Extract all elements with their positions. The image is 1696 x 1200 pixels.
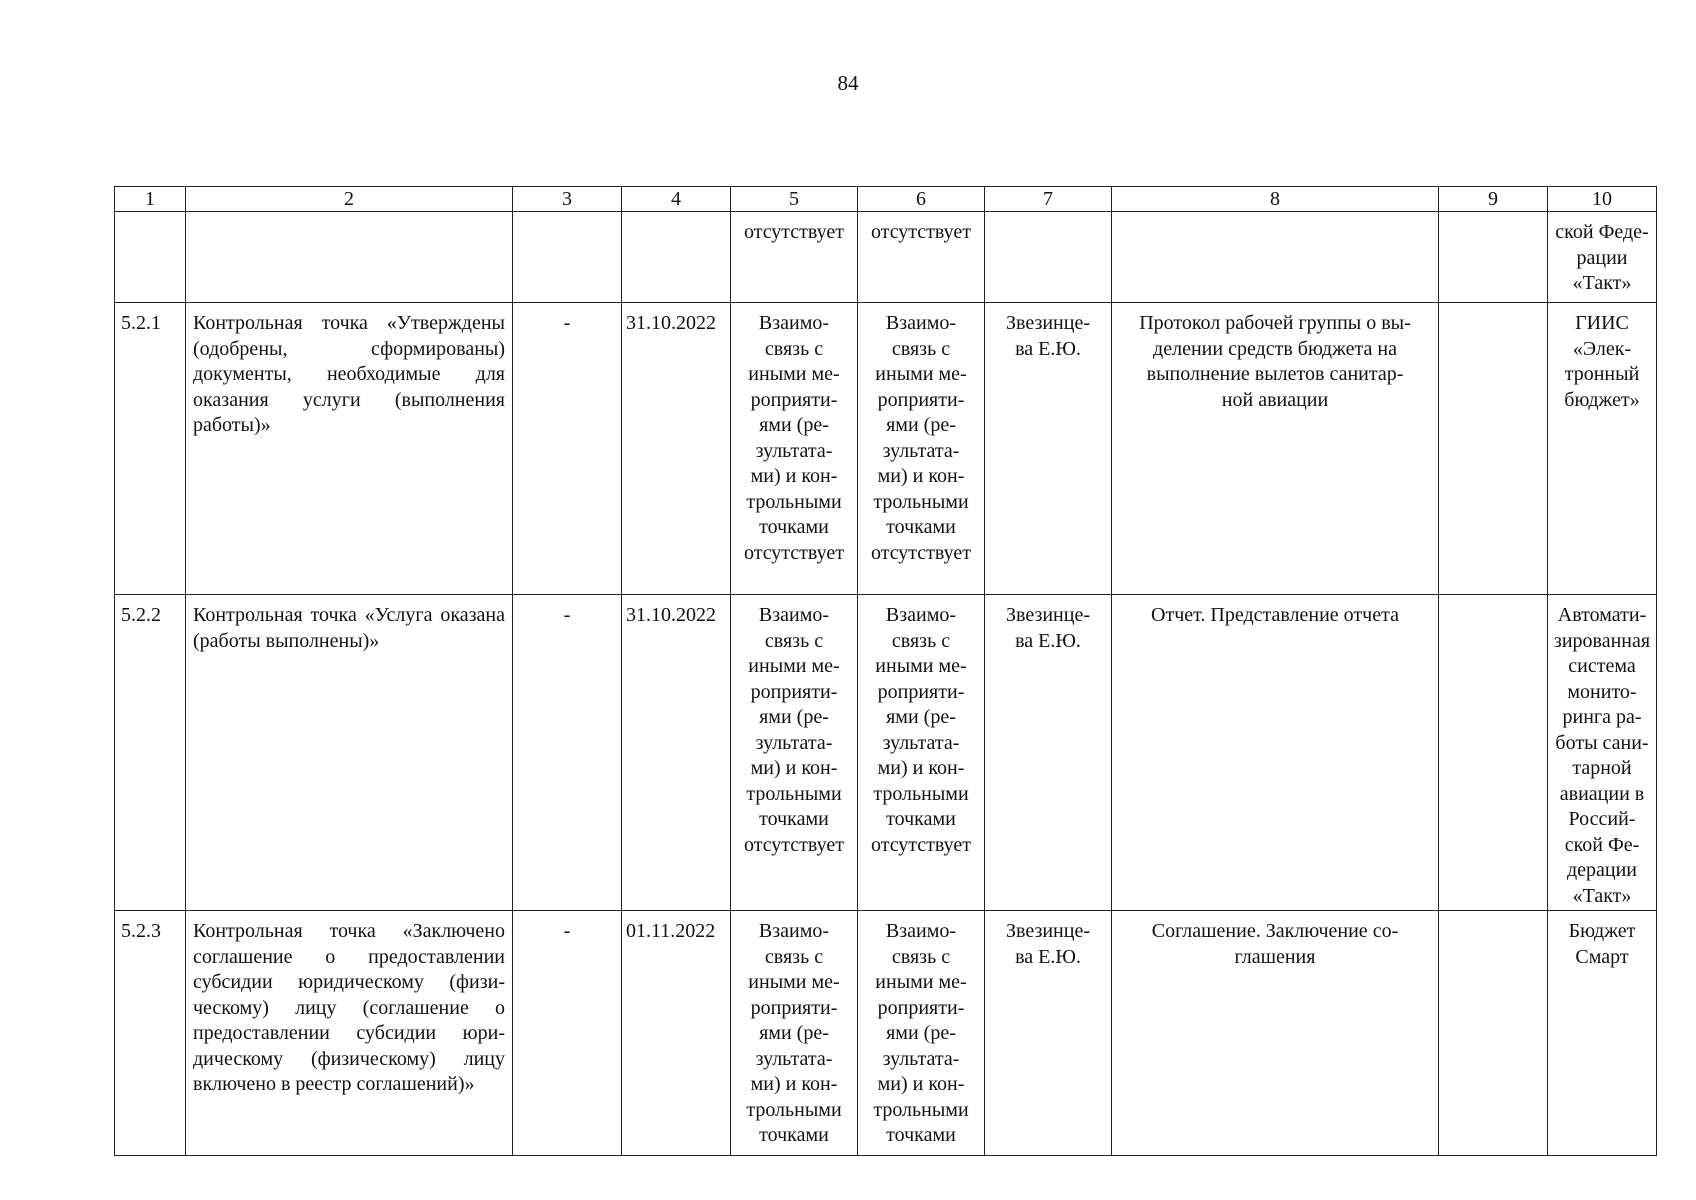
predecessor-cell: - [513, 595, 622, 911]
document-text: Протокол рабочей группы о вы- делении средств бюджета на выполнение вылетов санитар- ной авиации [1139, 312, 1411, 411]
system-text: ской Феде- рации «Такт» [1555, 221, 1649, 294]
header-col-2: 2 [186, 187, 513, 212]
header-col-10: 10 [1548, 187, 1657, 212]
system-cell [1548, 212, 1657, 303]
cell-empty [1439, 212, 1548, 303]
header-col-6: 6 [858, 187, 985, 212]
cell-empty [985, 212, 1112, 303]
interrelation-cell [858, 212, 985, 303]
interrelation-text: Взаимо- связь с иными ме- роприяти- ями (ре- зультата- ми) и кон- трольными точками [746, 920, 842, 1146]
header-row [115, 187, 1657, 212]
control-point-name [186, 595, 513, 911]
row-number: 5.2.1 [115, 303, 186, 595]
document-text: Отчет. Представление отчета [1151, 604, 1399, 626]
header-col-9: 9 [1439, 187, 1548, 212]
interrelation-text: Взаимо- связь с иными ме- роприяти- ями (ре- зультата- ми) и кон- трольными точками отсутствует [743, 604, 845, 856]
header-col-3: 3 [513, 187, 622, 212]
responsible-text: Звезинце- ва Е.Ю. [1005, 312, 1090, 360]
row-number: 5.2.2 [115, 595, 186, 911]
interrelation-cell [731, 303, 858, 595]
row-number: 5.2.3 [115, 911, 186, 1156]
responsible-text: Звезинце- ва Е.Ю. [1005, 604, 1090, 652]
cell-empty [1112, 212, 1439, 303]
control-point-name [186, 911, 513, 1156]
due-date: 01.11.2022 [622, 911, 731, 1156]
document-cell [1112, 303, 1439, 595]
cell-empty [513, 212, 622, 303]
system-cell [1548, 595, 1657, 911]
table-row [115, 303, 1657, 595]
interrelation-cell [858, 303, 985, 595]
document-cell [1112, 595, 1439, 911]
control-point-name [186, 303, 513, 595]
interrelation-cell [731, 911, 858, 1156]
system-cell [1548, 911, 1657, 1156]
cell-empty [1439, 911, 1548, 1156]
header-col-8: 8 [1112, 187, 1439, 212]
system-text: ГИИС «Элек- тронный бюджет» [1564, 312, 1640, 411]
system-text: Автомати- зированная система монито- ринга ра- боты сани- тарной авиации в Россий- ской Фе- дерации «Такт» [1553, 604, 1651, 907]
control-point-text: Контрольная точка «Утверждены (одобрены, сформированы) документы, необходимые для оказания услуги (выполнения работы)» [193, 312, 505, 436]
control-points-table [114, 186, 1657, 1156]
page-number: 84 [837, 71, 859, 95]
interrelation-text: Взаимо- связь с иными ме- роприяти- ями (ре- зультата- ми) и кон- трольными точками отсутствует [870, 604, 972, 856]
system-text: Бюджет Смарт [1568, 920, 1636, 968]
table-row [115, 595, 1657, 911]
cell-empty [622, 212, 731, 303]
header-col-5: 5 [731, 187, 858, 212]
cell-empty [115, 212, 186, 303]
interrelation-text: Взаимо- связь с иными ме- роприяти- ями (ре- зультата- ми) и кон- трольными точками отсутствует [743, 312, 845, 564]
responsible-person [985, 303, 1112, 595]
responsible-person [985, 911, 1112, 1156]
header-col-4: 4 [622, 187, 731, 212]
cell-empty [1439, 303, 1548, 595]
interrelation-cell [858, 595, 985, 911]
system-cell [1548, 303, 1657, 595]
header-col-1: 1 [115, 187, 186, 212]
responsible-person [985, 595, 1112, 911]
control-point-text: Контрольная точка «Заключено соглашение о предоставлении субсидии юридическому (физическому) лицу (соглашение о предоставлении субсидии юридическому (физическому) лицу включено в реестр соглашений)» [193, 920, 505, 1095]
cell-empty [186, 212, 513, 303]
interrelation-cell [731, 595, 858, 911]
continuation-row [115, 212, 1657, 303]
predecessor-cell: - [513, 303, 622, 595]
responsible-text: Звезинце- ва Е.Ю. [1005, 920, 1090, 968]
header-col-7: 7 [985, 187, 1112, 212]
control-point-text: Контрольная точка «Услуга оказана (работы выполнены)» [193, 604, 505, 652]
interrelation-text: отсутствует [870, 221, 972, 243]
document-cell [1112, 911, 1439, 1156]
interrelation-text: отсутствует [743, 221, 845, 243]
interrelation-cell [858, 911, 985, 1156]
document-text: Соглашение. Заключение со- глашения [1151, 920, 1399, 968]
predecessor-cell: - [513, 911, 622, 1156]
table-row [115, 911, 1657, 1156]
due-date: 31.10.2022 [622, 595, 731, 911]
interrelation-text: Взаимо- связь с иными ме- роприяти- ями (ре- зультата- ми) и кон- трольными точками отсутствует [870, 312, 972, 564]
cell-empty [1439, 595, 1548, 911]
interrelation-cell [731, 212, 858, 303]
interrelation-text: Взаимо- связь с иными ме- роприяти- ями (ре- зультата- ми) и кон- трольными точками [873, 920, 969, 1146]
due-date: 31.10.2022 [622, 303, 731, 595]
